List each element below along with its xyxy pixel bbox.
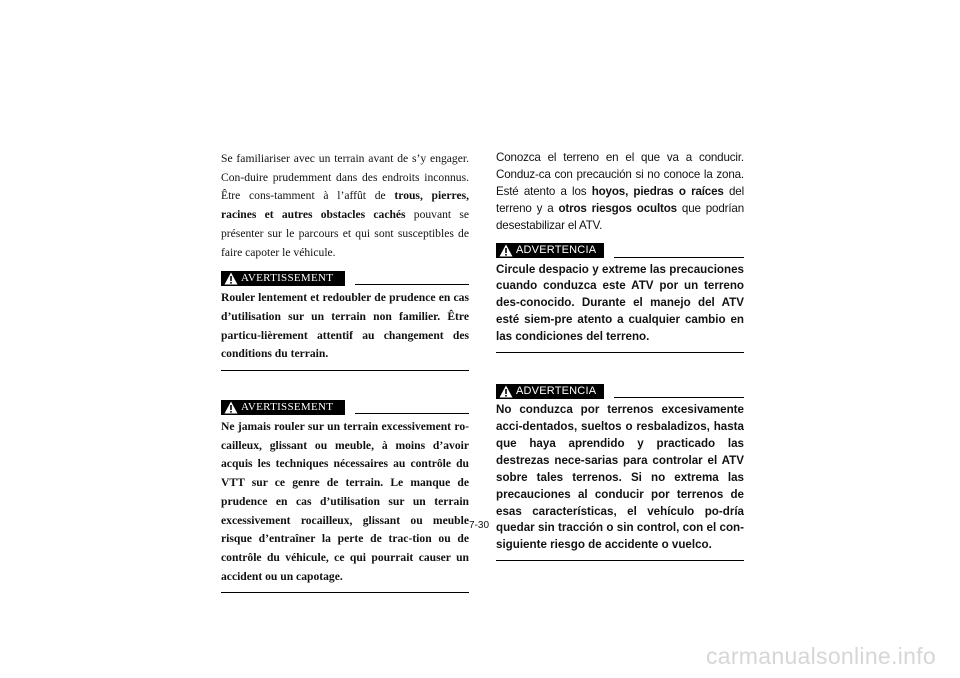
warning-header-rule	[355, 284, 469, 285]
french-column	[221, 150, 469, 593]
french-intro: Se familiariser avec un terrain avant de s’y engager. Con-duire prudemment dans des endroits inconnus. Être cons-tamment à l’affût de trous, pierres, racines et autres obstacles cachés pouvant se présenter sur le parcours et qui sont susceptibles de faire capoter le véhicule.	[221, 152, 470, 259]
warning-badge: AVERTISSEMENT	[221, 271, 345, 286]
warning-end-rule	[221, 592, 469, 593]
spanish-warning-2-header	[496, 383, 744, 399]
warning-triangle-icon	[224, 401, 238, 414]
french-warning-1-text: Rouler lentement et redoubler de prudence en cas d’utilisation sur un terrain non familier. Être particu-lièrement attentif au changement des conditions du terrain.	[221, 291, 469, 361]
page-number: 7-30	[469, 520, 490, 531]
warning-triangle-icon	[224, 272, 238, 285]
warning-badge: AVERTISSEMENT	[221, 400, 345, 415]
watermark: carmanualsonline.info	[705, 643, 936, 669]
warning-header-rule	[614, 397, 744, 398]
spanish-intro-emphasis-2: otros riesgos ocultos	[558, 201, 677, 215]
spanish-column	[496, 150, 744, 561]
french-warning-2-header	[221, 399, 469, 415]
warning-badge: ADVERTENCIA	[496, 243, 604, 258]
spanish-intro-emphasis-1: hoyos, piedras o raíces	[591, 184, 724, 198]
spanish-warning-1-header	[496, 243, 744, 259]
warning-header-rule	[355, 413, 469, 414]
warning-triangle-icon	[499, 385, 513, 398]
french-intro-emphasis: trous, pierres, racines et autres obstacles cachés	[221, 189, 470, 222]
spanish-intro: Conozca el terreno en el que va a conducir. Conduz-ca con precaución si no conoce la zona. Esté atento a los hoyos, piedras o raíces del terreno y a otros riesgos ocultos que podrían desestabilizar el ATV.	[496, 151, 745, 232]
spanish-warning-1-text: Circule despacio y extreme las precauciones cuando conduzca este ATV por un terreno des-conocido. Durante el manejo del ATV esté siem-pre atento a cualquier cambio en las condiciones del terreno.	[496, 262, 744, 344]
warning-triangle-icon	[499, 244, 513, 257]
french-warning-1-header	[221, 270, 469, 286]
french-warning-2-text: Ne jamais rouler sur un terrain excessivement ro-cailleux, glissant ou meuble, à moins d’avoir acquis les techniques nécessaires au contrôle du VTT sur ce genre de terrain. Le manque de prudence en cas d’utilisation sur un terrain excessivement rocailleux, glissant ou meuble risque d’entraîner la perte de trac-tion ou de contrôle du véhicule, ce qui pourrait causer un accident ou un capotage.	[221, 420, 469, 583]
spanish-warning-2-text: No conduzca por terrenos excesivamente acci-dentados, sueltos o resbaladizos, hasta que haya aprendido y practicado las destrezas nece-sarias para controlar el ATV sobre tales terrenos. Si no extrema las precauciones al conducir por terrenos de esas características, el vehículo po-dría quedar sin tracción o sin control, con el con-siguiente riesgo de accidente o vuelco.	[496, 403, 744, 552]
warning-end-rule	[496, 560, 744, 561]
warning-badge: ADVERTENCIA	[496, 384, 604, 399]
warning-header-rule	[614, 257, 744, 258]
